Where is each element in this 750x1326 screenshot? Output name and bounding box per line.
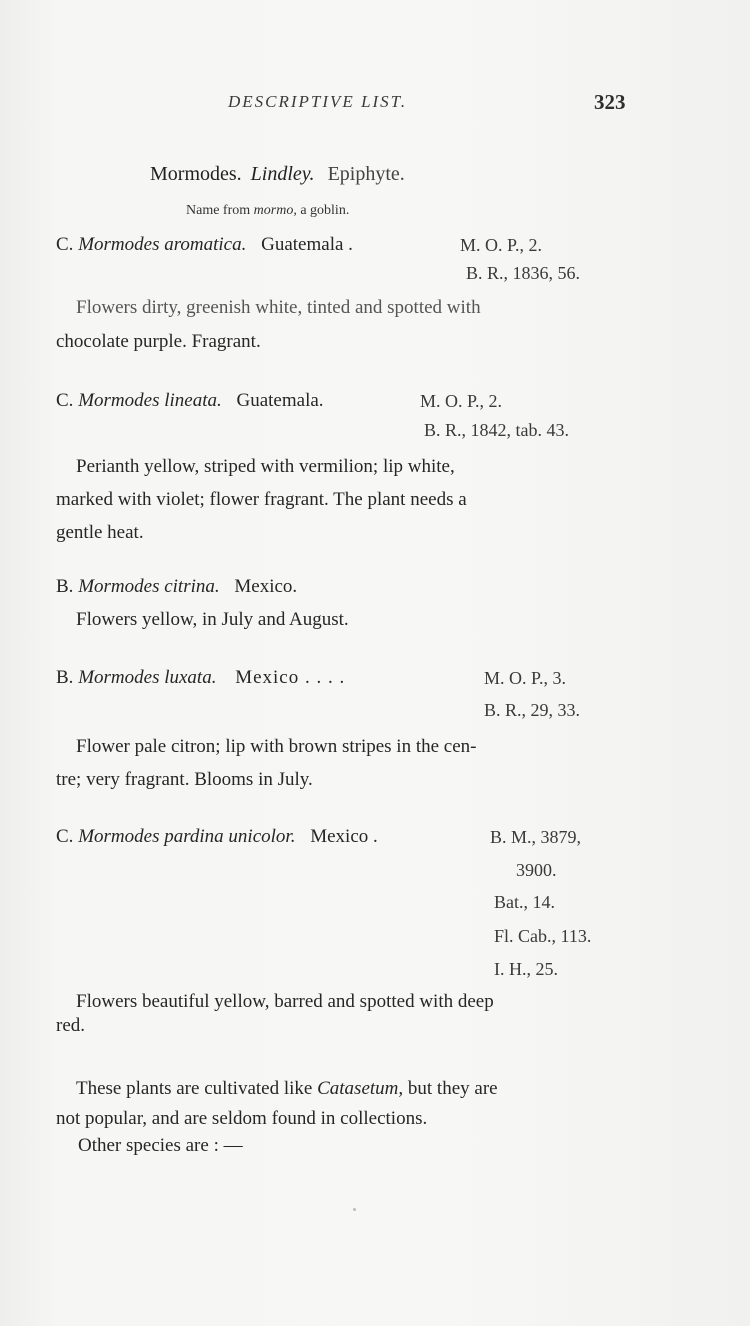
reference: B. R., 1842, tab. 43. <box>424 420 570 440</box>
genus-habit: Epiphyte. <box>327 163 405 185</box>
species-name: Mormodes citrina. <box>78 576 220 597</box>
description-line: Perianth yellow, striped with vermilion; lip white, <box>76 456 455 477</box>
entry-lineata-title: C. Mormodes lineata. Guatemala. <box>56 390 324 411</box>
description-line: Flowers dirty, greenish white, tinted and spotted with <box>76 297 481 318</box>
reference: M. O. P., 2. <box>460 235 543 255</box>
reference: Fl. Cab., 113. <box>494 926 592 946</box>
species-name: Mormodes lineata. <box>78 390 222 411</box>
description-line: Flowers yellow, in July and August. <box>76 609 349 630</box>
description-line: marked with violet; flower fragrant. The plant needs a <box>56 489 467 510</box>
reference: 3900. <box>516 860 557 880</box>
entry-aromatica-title: C. Mormodes aromatica. Guatemala . <box>56 234 353 255</box>
locality: Guatemala. <box>236 390 324 411</box>
entry-luxata-title: B. Mormodes luxata. Mexico . . . . <box>56 667 346 688</box>
genus-etymology: Name from mormo, a goblin. <box>186 203 350 218</box>
locality: Mexico . . . . <box>235 667 346 688</box>
paper-speck <box>353 1208 356 1211</box>
genus-name: Mormodes. <box>150 163 242 185</box>
running-head: DESCRIPTIVE LIST. <box>228 92 408 111</box>
species-name: Mormodes pardina unicolor. <box>78 826 296 847</box>
locality: Guatemala . <box>261 234 353 255</box>
description-line: Flowers beautiful yellow, barred and spotted with deep <box>76 991 494 1012</box>
reference: B. R., 1836, 56. <box>466 263 581 283</box>
reference: M. O. P., 2. <box>420 391 503 411</box>
closing-line: Other species are : — <box>78 1135 243 1156</box>
reference: B. M., 3879, <box>490 827 582 847</box>
species-name: Mormodes aromatica. <box>78 234 247 255</box>
reference: B. R., 29, 33. <box>484 700 581 720</box>
locality: Mexico. <box>234 576 298 597</box>
genus-heading <box>150 163 405 186</box>
description-line: tre; very fragrant. Blooms in July. <box>56 769 313 790</box>
description-line: gentle heat. <box>56 522 144 543</box>
reference: I. H., 25. <box>494 959 558 979</box>
entry-citrina-title: B. Mormodes citrina. Mexico. <box>56 576 298 597</box>
closing-line: These plants are cultivated like Catasetum, but they are <box>76 1078 498 1099</box>
description-line: Flower pale citron; lip with brown stripes in the cen- <box>76 736 477 757</box>
species-name: Mormodes luxata. <box>78 667 217 688</box>
closing-line: not popular, and are seldom found in collections. <box>56 1108 428 1129</box>
description-line: chocolate purple. Fragrant. <box>56 331 261 352</box>
locality: Mexico . <box>310 826 378 847</box>
page-number: 323 <box>594 90 626 114</box>
reference: Bat., 14. <box>494 892 555 912</box>
reference: M. O. P., 3. <box>484 668 567 688</box>
description-line: red. <box>56 1015 86 1036</box>
entry-pardina-title: C. Mormodes pardina unicolor. Mexico . <box>56 826 378 847</box>
genus-author: Lindley. <box>250 163 315 185</box>
